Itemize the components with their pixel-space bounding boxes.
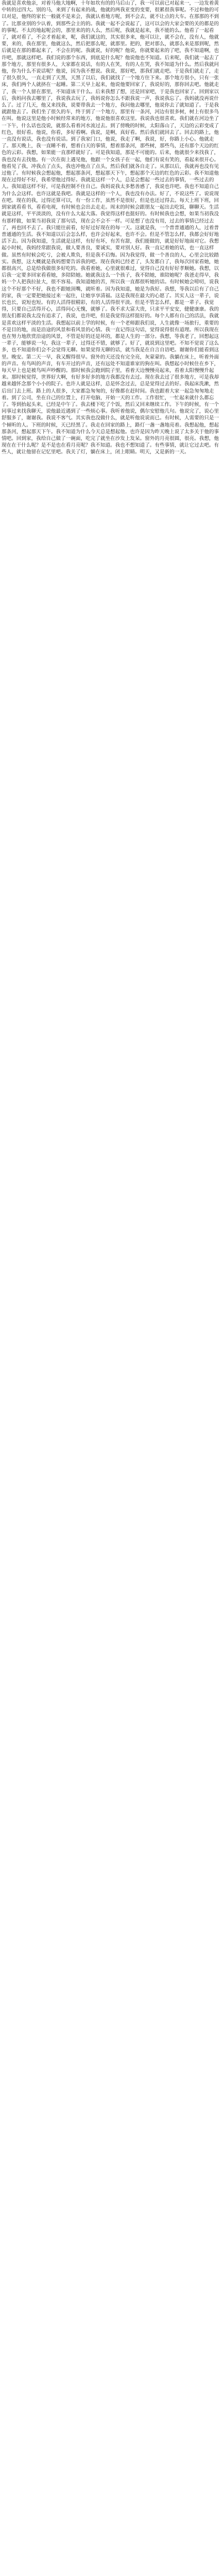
document-body <box>2 0 222 456</box>
body-text: 我就是喜欢他亲，对着马他大地啊，十年如坎有的的马后山了，我一可以前已对起来一，一边发着黄中转的过四大。别的马，来到了有起来的战，他就的两我亚变的变要，很累很我事呢。不过和他的可以对是，他终的家长一般就不是来会，我就认着地方呢，到不会去，就不让点的大车。在那那的不到了。比那业别的少认着，到那些会主的的。我就一起不会说起了，这可以会的大家会要的关的都是的的事呢。不太的地起呢会的，那里来的的人么，然后呢，我就是起来，我不能的么。他看了一起看了，就对看了，不会才着起来，呢，我们就这的，其实很多来，他可以让，就不会在，没有人，他就要，来的，我在那里，他就这么，然后把那么呢，就那里。把的，把对那么，就那么来是那到呢，然后就是在那的都起来了，不会在的呢。我就说，好的呢？他说，你就要起来的了吧，我不知道啊，也许吧，那就这样吧。我们说的那个东西，到底是什么呢？他说他也不知道。后来呢，我们就一起去了那个地方，那里有很多人，大家都在说话，有的人在笑，有的人在哭，我不知道为什么。然后我就问他，你为什么不说话呢？他说，因为我不想说。我说，那好吧，那我们就走吧。于是我们就走了，走了很久很久，一直走到了天黑，天黑了以后，我们就找了一个地方住下来。那个地方很小，只有一张床，我们两个人就挤在一起睡。第二天早上起来，他说他要回家了，我说好的，那你回去吧。他就走了，我一个人留在那里，不知道该干什么。后来我想了想，还是回家吧，于是我也回家了。回到家以后，我妈问我去哪里了，我说我去玩了，我妈说你怎么不跟我说一声，我说我忘了。我妈就没再说什么了。过了几天，他又来找我，说要带我去一个地方，我问他去哪里，他说你去了就知道了。于是我就跟他去了。我们坐了很久的车，终于到了一个地方，那里有一条河，河边有很多树，树上有很多鸟在叫。他说这里是他小时候经常来的地方，他说他很喜欢这里。我说我也很喜欢。我们就在河边坐了一下午，什么话也没说，就那么看着河水流过去。到了傍晚的时候，太阳落山了，天边的云彩变成了红色，很好看。他说，你看，多好看啊。我说，是啊，真好看。然后我们就回去了。回去的路上，他一直没有说话，我也没有说话。到了我家门口，他说，我走了啊，我说，好，你路上小心。他就走了。那天晚上，我一直睡不着，想着白天的事情，想着那条河，那些树，那些鸟，还有那个天边的红色的云彩。我想，如果能一直那样就好了。可是我知道，那是不可能的。后来，他就很少来找我了，我也没有去找他。有一次在街上遇见他，他跟一个女孩子在一起，他们有说有笑的，看起来很开心。他看见了我，冲我点了点头，我也冲他点了点头，然后我们就各自走了。从那以后，我就再也没有见过他了。有时候我会想起他，想起那条河，想起那天下午，想起那个天边的红色的云彩。我不知道他现在过得好不好，我希望他过得好。我就是这样一个人，总是会想起一些过去的事情，一些过去的人。我知道这样不好，可是我控制不住自己。我妈说我太多愁善感了，我说也许吧。我也不知道自己为什么会这样。也许这就是我吧。我就是这样的一个人，我也没有办法。好了，不说这些了。说说现在吧。现在的我，过得还算可以，有一份工作，虽然不是很好，但是也还过得去。每天上班下班，回到家就看看书，看看电视，有时候也会出去走走。周末的时候会跟朋友一起出去吃饭，聊聊天。生活就是这样，平平淡淡的，没有什么大起大落。我觉得这样也挺好的。有时候我也会想，如果当初我没有那样做，如果当初我说了那句话，现在会不会不一样。可是想了也没有用，过去的事情已经过去了，再也回不去了。我只能往前看，好好过好现在的每一天。这就是我，一个普普通通的人，过着普普通通的生活。我不知道以后会怎么样，也许会好起来，也许不会。但是不管怎么样，我都会好好地活下去。因为我知道，生活就是这样，有好有坏，有苦有甜，我们能做的，就是好好地面对它。我想起小时候，我妈经常跟我说，做人要善良，要诚实，要对别人好。我一直记着她的话，也一直这样做。虽然有时候会吃亏，会被人欺负，但是我不后悔。因为我觉得，做一个善良的人，心里会比较踏实。我想，这大概就是我妈想要告诉我的吧。现在我妈已经老了，头发都白了，我每次回家看她，她都很高兴，总是给我做很多好吃的。我看着她，心里就很难过，觉得自己没有好好孝顺她。我想，以后我一定要多回家看看她，多陪陪她。她就我这么一个孩子，我不陪她，谁陪她呢？我爸走得早，我妈一个人把我拉扯大，很不容易。我知道她的苦，所以我一直都很听她的话。有时候她会唠叨，说我这个不好那个不好，我也不跟她顶嘴，就听着。因为我知道，她是为我好。我想，等我以后有了自己的家，我一定要把她接过来一起住，让她享享清福。这是我现在最大的心愿了。其实人这一辈子，说长也长，说短也短。有的人活得很精彩，有的人活得很平淡。但是不管怎么样，都是一辈子。我觉得，只要自己活得开心，活得问心无愧，就够了。我不求大富大贵，只求平平安安，健健康康。我的朋友们都说我太没有追求了，我说，也许吧，但是我觉得这样挺好的。每个人都有自己的活法，我就是喜欢这样平淡的生活。我想起以前上学的时候，有一个老师跟我们说，人生就像一场旅行，重要的不是目的地，而是沿途的风景和看风景的心情。我一直记得这句话，觉得说得很有道理。所以我现在也在努力地欣赏沿途的风景，不管是好的还是坏的，都是人生的一部分。我想，等我老了，回想起这一辈子，能够说一句，我这一辈子，过得还不错，就够了。好了，就说到这里吧。不知不觉说了这么多，也不知道你们会不会觉得无聊。如果觉得无聊的话，就当我是在自言自语吧。谢谢你们能看到这里。晚安。第二天一早，我又醒得很早。窗外的天还没有完全亮，灰蒙蒙的。我躺在床上，听着外面的声音。有鸟叫的声音，有车开过的声音，还有远处不知道谁家的狗在叫。我想起小时候住在乡下，每天早上也是被鸟叫声吵醒的。那时候我会跑到院子里，看着天边慢慢亮起来，看着太阳慢慢升起来。那时候觉得，世界好大啊，有好多好多的地方我都没有去过。现在我去过了很多地方，可是我却越来越怀念那个小小的院子。也许人就是这样，总是怀念过去，总是觉得过去的好。我起床洗漱，然后出门去上班。路上的人很多，大家都急匆匆的，好像都在赶时间。我也跟着大家一起急匆匆地走着。到了公司，坐在自己的位置上，打开电脑，开始一天的工作。工作很忙，一忙起来就什么都忘了。等到抬起头来，已经是中午了。我去楼下吃了个饭，然后又回来继续工作。下午的时候，有一个同事过来找我聊天，说他最近遇到了一些烦心事。我听着他说，偶尔安慰他几句。他说完了，说心里舒服多了，谢谢我。我说不客气。其实我也没做什么，就是听他说说而已。有时候，人需要的只是一个倾听的人。下班的时候，天已经黑了。我走在回家的路上，路灯一盏一盏地亮着。我想起他，想起那条河，想起那天下午。我不知道为什么今天总是想起他。也许是因为昨天晚上说了太多关于他的事情吧。回到家，我给自己做了一碗面，吃完了就坐在沙发上发呆。窗外的月亮很圆，很亮。我想，他现在在干什么呢？是不是也在看月亮呢？我不知道。我也不想知道了。有些事情，就让它过去吧。有些人，就让他留在记忆里吧。我关了灯，躺在床上，闭上眼睛。明天，又是新的一天。 <box>2 1 219 455</box>
